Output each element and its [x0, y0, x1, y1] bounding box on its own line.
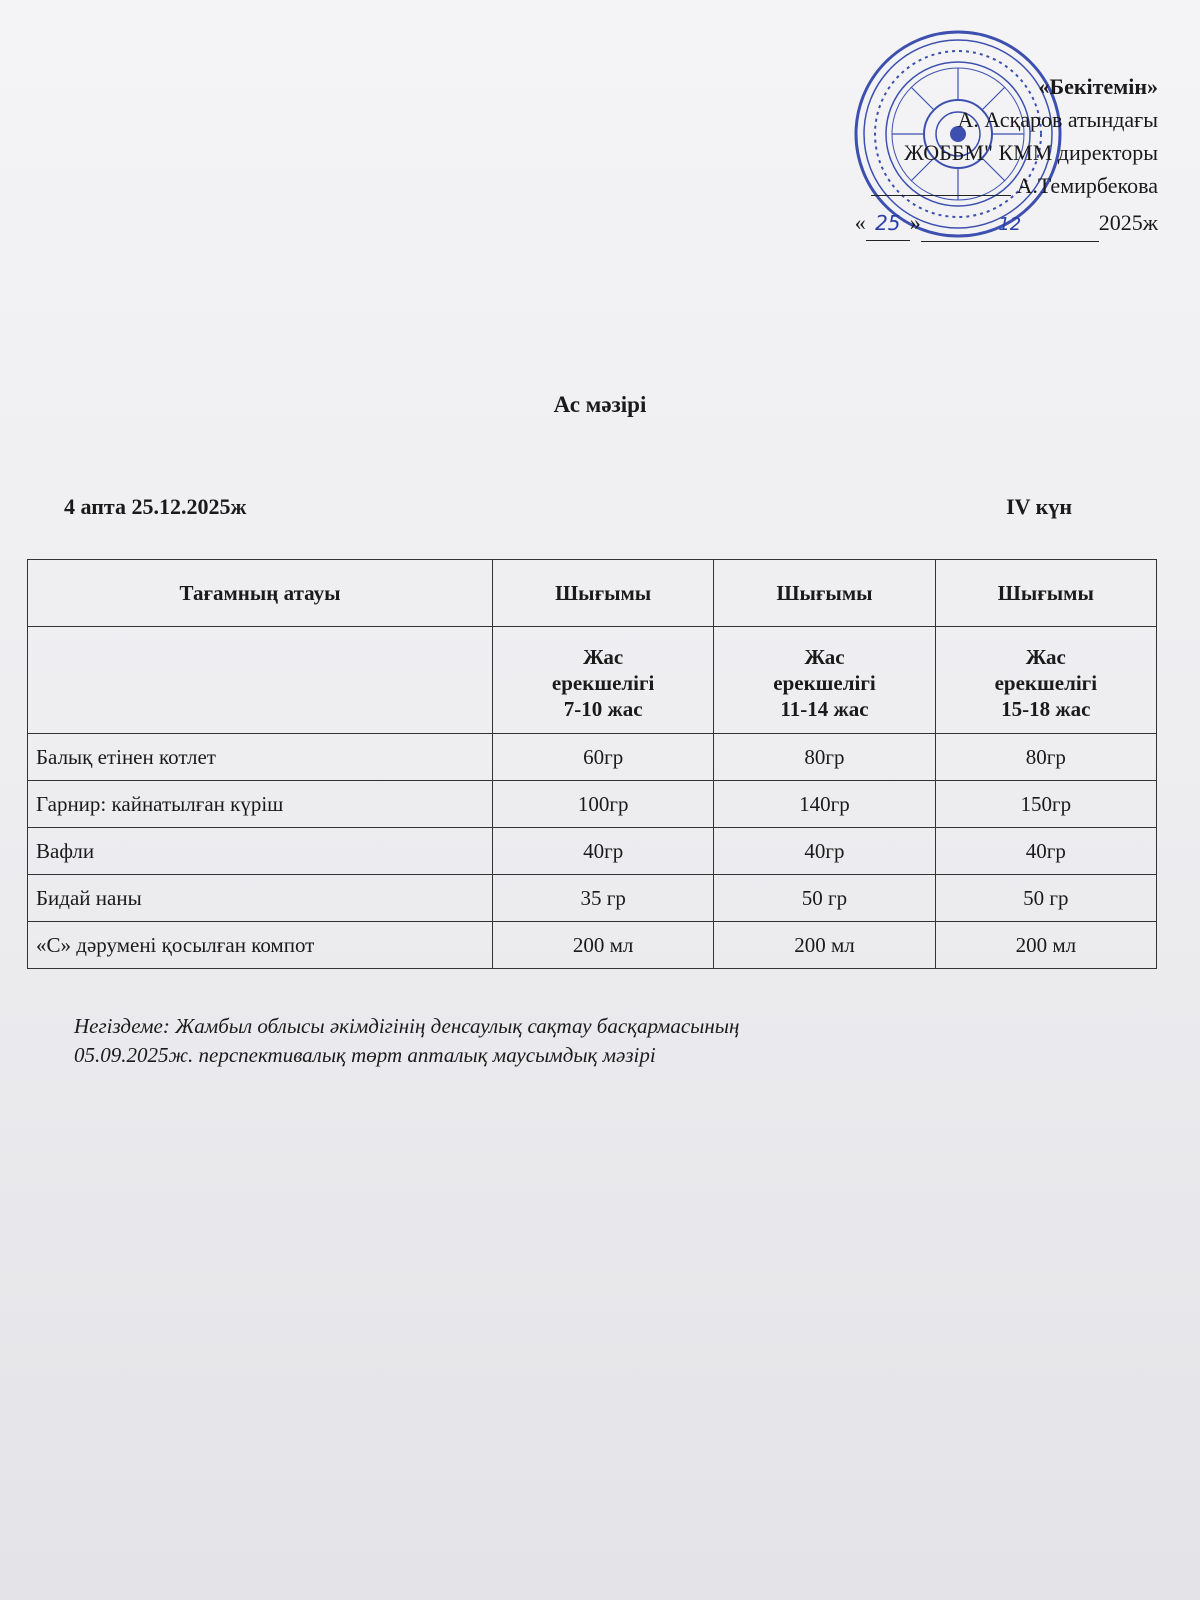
approval-school-line: А. Асқаров атындағы	[957, 107, 1158, 132]
age-group-label: ерекшелігі	[551, 671, 655, 695]
date-year: 2025ж	[1098, 210, 1158, 235]
week-date-line: 4 апта 25.12.2025ж	[64, 494, 247, 519]
header-yield: Шығымы	[714, 560, 935, 627]
approval-date	[738, 206, 1158, 242]
portion-11-14: 200 мл	[714, 922, 935, 969]
page-title: Ас мәзірі	[553, 392, 647, 417]
portion-11-14: 40гр	[714, 828, 935, 875]
portion-7-10: 35 гр	[493, 875, 714, 922]
age-group-label: Жас	[804, 645, 845, 669]
day-label: IV күн	[1006, 494, 1072, 519]
age-group-range: 7-10 жас	[563, 697, 643, 721]
approval-director-name	[738, 169, 1158, 202]
dish-name: Балық етінен котлет	[28, 734, 493, 781]
header-dish-name: Тағамның атауы	[28, 560, 493, 627]
portion-11-14: 50 гр	[714, 875, 935, 922]
table-header-row	[28, 560, 1157, 627]
date-day-handwritten: 25	[866, 207, 910, 241]
director-name: А.Темирбекова	[1016, 173, 1158, 198]
portion-7-10: 40гр	[493, 828, 714, 875]
header-yield: Шығымы	[493, 560, 714, 627]
approval-position-line: ЖОББМ" КММ директоры	[904, 140, 1158, 165]
portion-7-10: 60гр	[493, 734, 714, 781]
portion-11-14: 140гр	[714, 781, 935, 828]
menu-table	[27, 559, 1157, 969]
table-row	[28, 734, 1157, 781]
age-group-label: ерекшелігі	[994, 671, 1098, 695]
portion-15-18: 50 гр	[935, 875, 1156, 922]
header-yield: Шығымы	[935, 560, 1156, 627]
age-group-row	[28, 627, 1157, 734]
age-group-range: 15-18 жас	[1001, 697, 1091, 721]
age-group-empty-cell	[28, 627, 493, 734]
date-month-handwritten: 12	[921, 208, 1099, 242]
table-row	[28, 781, 1157, 828]
portion-7-10: 100гр	[493, 781, 714, 828]
age-group-cell	[493, 627, 714, 734]
portion-15-18: 150гр	[935, 781, 1156, 828]
table-row	[28, 922, 1157, 969]
dish-name: Вафли	[28, 828, 493, 875]
portion-15-18: 200 мл	[935, 922, 1156, 969]
portion-7-10: 200 мл	[493, 922, 714, 969]
dish-name: Бидай наны	[28, 875, 493, 922]
age-group-cell	[935, 627, 1156, 734]
table-row	[28, 828, 1157, 875]
table-row	[28, 875, 1157, 922]
basis-note-line: Негiздеме: Жамбыл облысы әкімдігінің денсаулық сақтау басқармасының	[74, 1014, 740, 1038]
signature-line	[871, 175, 1011, 196]
approval-block	[738, 70, 1158, 242]
age-group-label: Жас	[1025, 645, 1066, 669]
dish-name: Гарнир: кайнатылған күріш	[28, 781, 493, 828]
basis-note	[74, 1012, 1074, 1070]
age-group-label: ерекшелігі	[773, 671, 876, 695]
portion-15-18: 80гр	[935, 734, 1156, 781]
date-close-quote: »	[909, 210, 921, 235]
dish-name: «С» дәрумені қосылған компот	[28, 922, 493, 969]
portion-15-18: 40гр	[935, 828, 1156, 875]
approval-heading: «Бекітемін»	[1038, 74, 1158, 99]
age-group-cell	[714, 627, 935, 734]
age-group-range: 11-14 жас	[780, 697, 869, 721]
basis-note-line: 05.09.2025ж. перспективалық төрт апталық маусымдық мәзірі	[74, 1043, 656, 1067]
age-group-label: Жас	[583, 645, 624, 669]
portion-11-14: 80гр	[714, 734, 935, 781]
date-open-quote: «	[854, 210, 866, 235]
